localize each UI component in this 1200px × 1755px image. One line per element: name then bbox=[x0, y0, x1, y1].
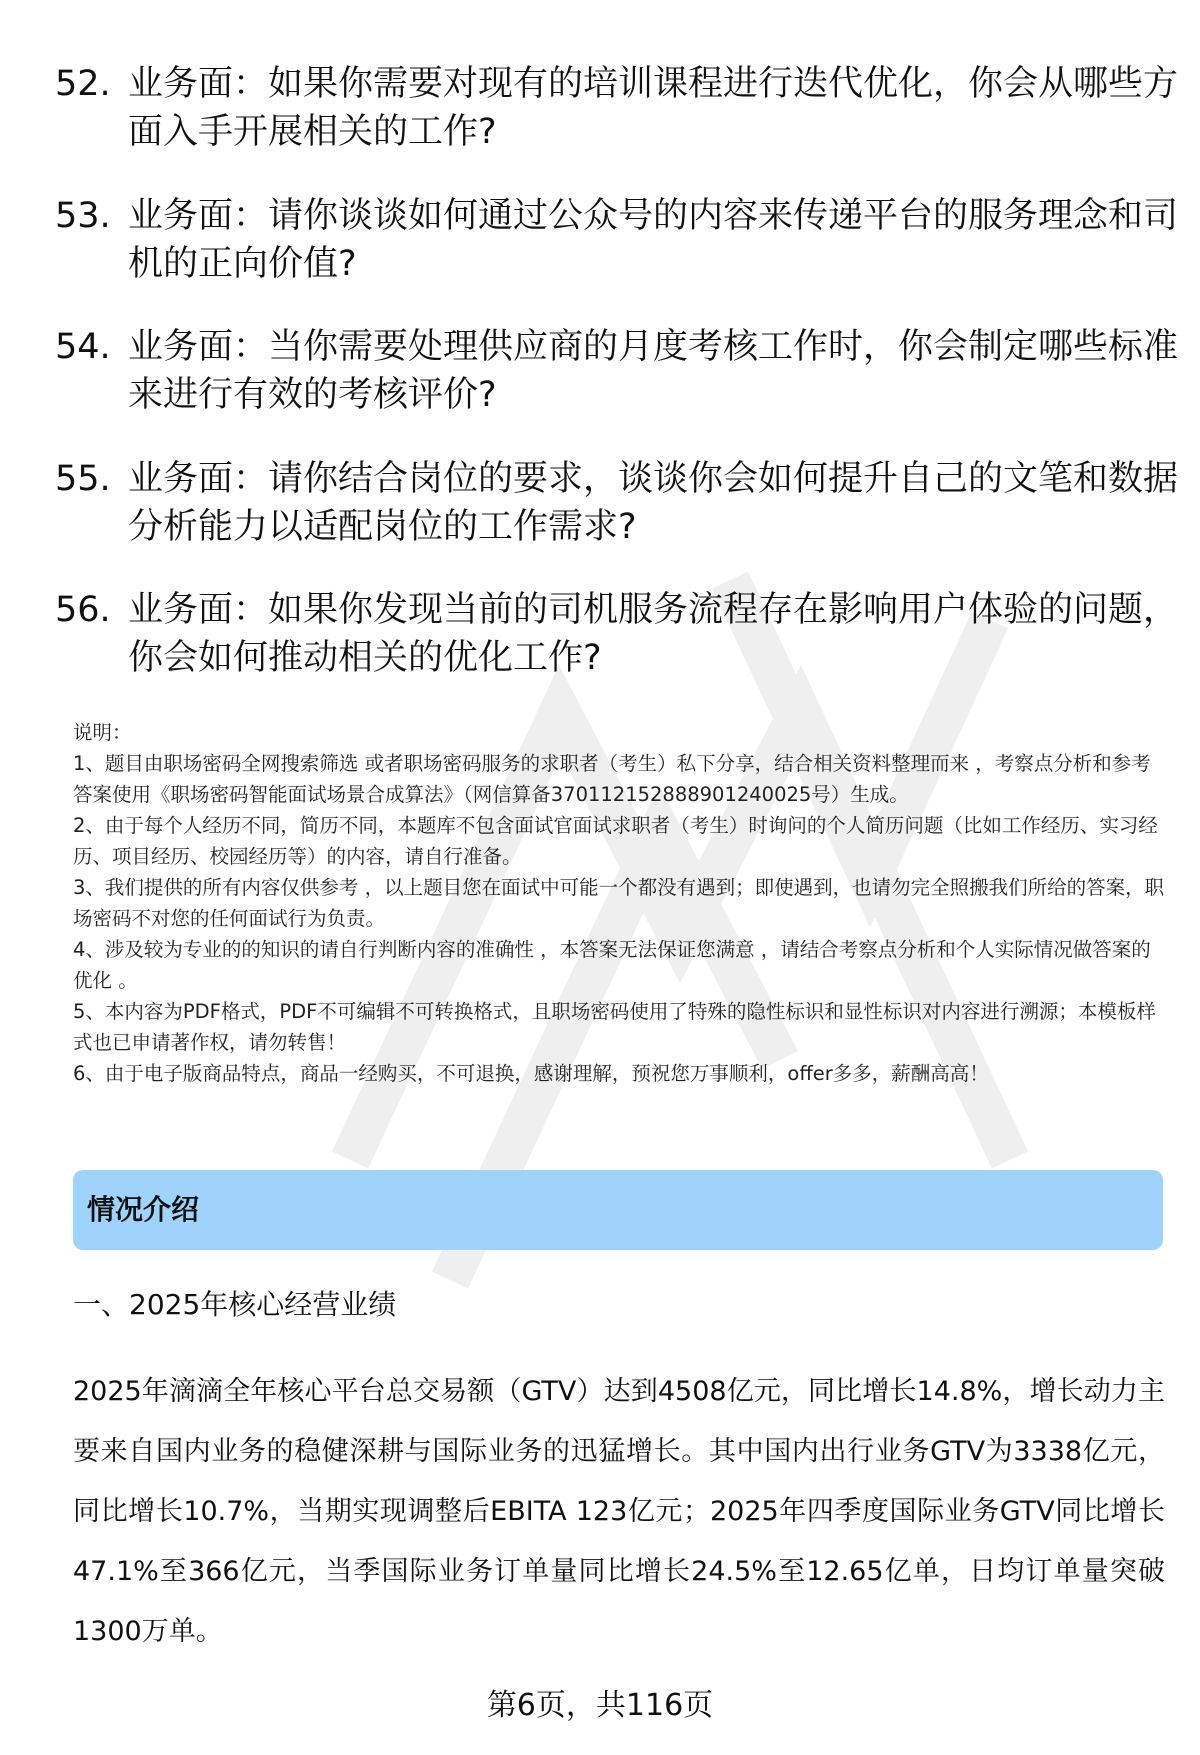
notes-title: 说明： bbox=[73, 721, 132, 744]
section-banner bbox=[73, 1170, 1163, 1250]
section-paragraph: 2025年滴滴全年核心平台总交易额（GTV）达到4508亿元，同比增长14.8%，增长动力主要来自国内业务的稳健深耕与国际业务的迅猛增长。其中国内出行业务GTV为3338亿元，同比增长10.7%，当期实现调整后EBITA 123亿元；2025年四季度国际业务GTV同比增长47.1%至366亿元，当季国际业务订单量同比增长24.5%至12.65亿单，日均订单量突破1300万单。 bbox=[73, 1376, 1165, 1647]
question-number: 55. bbox=[55, 459, 111, 499]
question-number: 56. bbox=[55, 590, 111, 630]
question-number: 53. bbox=[55, 196, 111, 236]
question-text: 业务面：请你谈谈如何通过公众号的内容来传递平台的服务理念和司机的正向价值? bbox=[128, 196, 1179, 284]
note-item: 5、本内容为PDF格式，PDF不可编辑不可转换格式，且职场密码使用了特殊的隐性标识和显性标识对内容进行溯源；本模板样式也已申请著作权，请勿转售！ bbox=[73, 1000, 1156, 1054]
question-text: 业务面：如果你需要对现有的培训课程进行迭代优化，你会从哪些方面入手开展相关的工作? bbox=[128, 64, 1179, 152]
section-subheading: 一、2025年核心经营业绩 bbox=[73, 1288, 397, 1321]
disclaimer-notes bbox=[73, 717, 1165, 1089]
note-item: 2、由于每个人经历不同，简历不同，本题库不包含面试官面试求职者（考生）时询问的个人简历问题（比如工作经历、实习经历、项目经历、校园经历等）的内容，请自行准备。 bbox=[73, 814, 1158, 868]
question-text: 业务面：当你需要处理供应商的月度考核工作时，你会制定哪些标准来进行有效的考核评价? bbox=[128, 327, 1179, 415]
note-item: 1、题目由职场密码全网搜索筛选 或者职场密码服务的求职者（考生）私下分享，结合相关资料整理而来 ，考察点分析和参考答案使用《职场密码智能面试场景合成算法》（网信算备370112152888901240025号）生成。 bbox=[73, 752, 1151, 806]
note-item: 3、我们提供的所有内容仅供参考 ，以上题目您在面试中可能一个都没有遇到；即使遇到，也请勿完全照搬我们所给的答案，职场密码不对您的任何面试行为负责。 bbox=[73, 876, 1165, 930]
section-banner-title: 情况介绍 bbox=[87, 1193, 200, 1226]
note-item: 6、由于电子版商品特点，商品一经购买，不可退换，感谢理解，预祝您万事顺利，offer多多，薪酬高高！ bbox=[73, 1062, 989, 1085]
question-number: 52. bbox=[55, 64, 111, 104]
question-text: 业务面：如果你发现当前的司机服务流程存在影响用户体验的问题，你会如何推动相关的优化工作? bbox=[128, 590, 1179, 678]
question-number: 54. bbox=[55, 327, 111, 367]
note-item: 4、涉及较为专业的的知识的请自行判断内容的准确性 ，本答案无法保证您满意 ，请结合考察点分析和个人实际情况做答案的优化 。 bbox=[73, 938, 1151, 992]
page-indicator: 第6页，共116页 bbox=[486, 1688, 714, 1723]
question-text: 业务面：请你结合岗位的要求，谈谈你会如何提升自己的文笔和数据分析能力以适配岗位的工作需求? bbox=[128, 459, 1179, 547]
